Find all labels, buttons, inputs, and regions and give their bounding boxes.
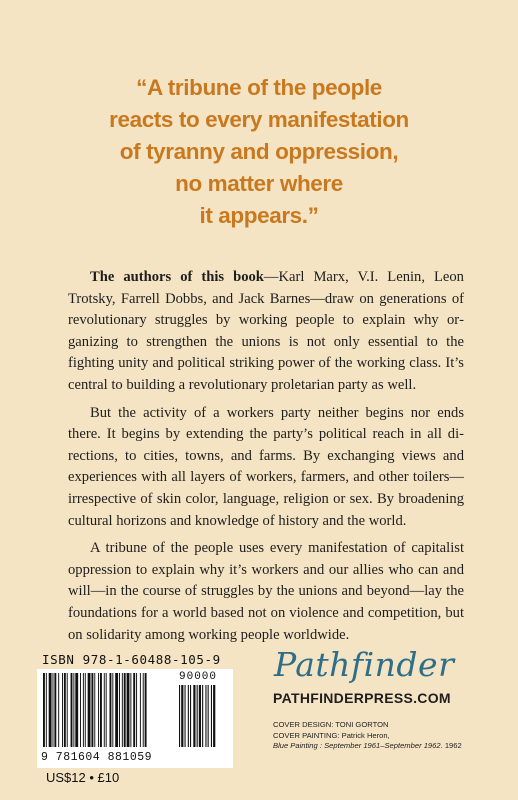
paragraph [68, 267, 464, 397]
cover-credits [273, 720, 462, 752]
price-label: US$12 • £10 [46, 770, 120, 785]
paragraph: A tribune of the people uses every manifestation of capitalist oppression to explain why it’s workers and our allies who can and will—in the course of struggles by the unions and beyond—lay the foundations for a world based not on violence and competition, but on solidarity among working people worldwide. [68, 540, 464, 643]
addon-code: 90000 [179, 671, 218, 683]
quote-line: no matter where [175, 171, 343, 196]
publisher-logo: Pathfinder [274, 645, 455, 684]
credit-painting-title [273, 741, 462, 752]
barcode-area [37, 651, 233, 786]
credit-painting: COVER PAINTING: Patrick Heron, [273, 730, 390, 740]
painting-year: 1962 [442, 741, 462, 750]
paragraph-lead: The authors of this book [90, 269, 264, 285]
quote-line: “A tribune of the people [136, 75, 382, 100]
back-cover-description [68, 267, 464, 652]
quote-line: reacts to every manifestation [109, 107, 409, 132]
quote-line: of tyranny and oppression, [119, 139, 399, 164]
paragraph-text: —Karl Marx, V.I. Lenin, Leon Trotsky, Farrell Dobbs, and Jack Barnes—draw on generations of revolutionary struggles by working people to explain why organizing to strengthen the unions is not only essential to the fighting unity and political striking power of the working class. It’s central to building a revolutionary proletarian party as well. [68, 269, 464, 393]
publisher-website: PATHFINDERPRESS.COM [273, 690, 451, 706]
isbn-number: ISBN 978-1-60488-105-9 [42, 652, 221, 667]
pull-quote [60, 72, 458, 232]
painting-title: Blue Painting : September 1961–September 1962. [273, 741, 443, 750]
quote-line: it appears.” [199, 203, 319, 228]
credit-design: COVER DESIGN: TONI GORTON [273, 720, 389, 729]
barcode-digits: 9 781604 881059 [41, 751, 153, 764]
barcode-icon [43, 671, 227, 753]
paragraph: But the activity of a workers party neither begins nor ends there. It begins by extending the party’s political reach in all directions, to cities, towns, and farms. By exchanging views and experiences with all layers of workers, farmers, and other toilers—irrespective of skin color, language, religion or sex. By broadening cultural horizons and knowledge of history and the world. [68, 404, 464, 529]
